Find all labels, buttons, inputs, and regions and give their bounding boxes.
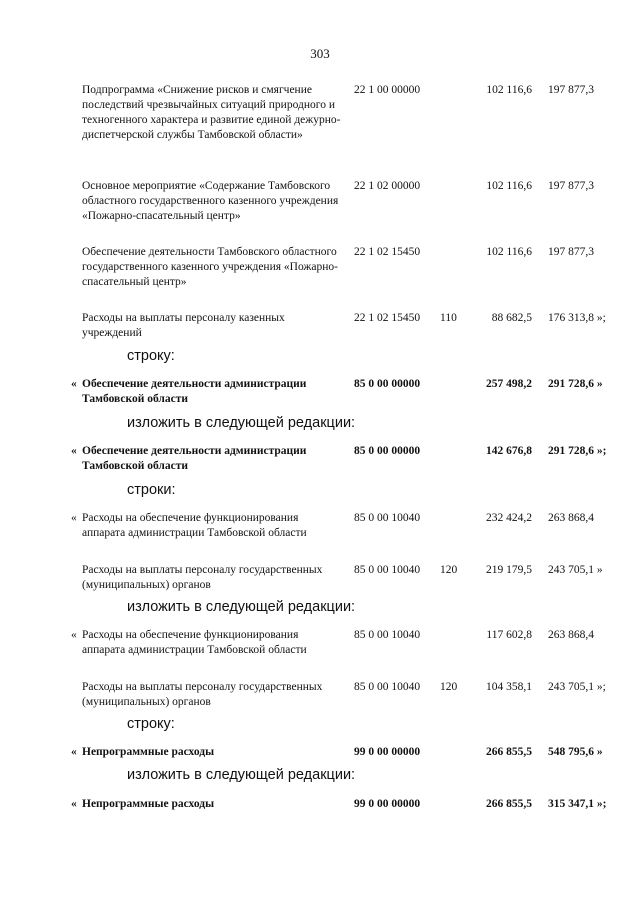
- open-quote: «: [71, 629, 77, 641]
- open-quote: «: [71, 746, 77, 758]
- row-value-1: 102 116,6: [486, 84, 532, 96]
- row-vr: 120: [440, 681, 458, 693]
- row-value-1: 266 855,5: [486, 798, 532, 810]
- row-code: 85 0 00 10040: [354, 512, 421, 524]
- row-value-2: 197 877,3: [548, 84, 594, 96]
- open-quote: «: [71, 798, 77, 810]
- row-value-2: 197 877,3: [548, 246, 594, 258]
- row-value-2: 176 313,8 »;: [548, 312, 606, 324]
- row-vr: 110: [440, 312, 457, 324]
- row-name: Обеспечение деятельности администрации Тамбовской области: [82, 378, 307, 405]
- row-code: 85 0 00 10040: [354, 681, 421, 693]
- row-value-1: 104 358,1: [486, 681, 532, 693]
- row-code: 99 0 00 00000: [354, 798, 421, 810]
- row-value-2: 243 705,1 »;: [548, 681, 606, 693]
- row-value-2: 263 868,4: [548, 629, 594, 641]
- row-name: Непрограммные расходы: [82, 798, 215, 810]
- row-code: 85 0 00 00000: [354, 445, 421, 457]
- page-number: 303: [310, 46, 330, 61]
- instruction-line: строку:: [127, 348, 175, 364]
- open-quote: «: [71, 512, 77, 524]
- row-name: Расходы на обеспечение функционирования аппарата администрации Тамбовской области: [82, 512, 307, 539]
- row-name: Основное мероприятие «Содержание Тамбовского областного государственного казенного учреждения «Пожарно-спасательный центр»: [82, 180, 339, 222]
- row-value-2: 548 795,6 »: [548, 746, 603, 758]
- row-code: 99 0 00 00000: [354, 746, 421, 758]
- row-code: 22 1 02 00000: [354, 180, 421, 192]
- row-code: 22 1 02 15450: [354, 246, 421, 258]
- row-name: Расходы на обеспечение функционирования аппарата администрации Тамбовской области: [82, 629, 307, 656]
- row-name: Подпрограмма «Снижение рисков и смягчение последствий чрезвычайных ситуаций природного и техногенного характера и развитие единой дежурно-диспетчерской службы Тамбовской области»: [82, 84, 341, 141]
- instruction-replace: изложить в следующей редакции:: [127, 599, 356, 615]
- row-name: Непрограммные расходы: [82, 746, 215, 758]
- row-name: Обеспечение деятельности администрации Тамбовской области: [82, 445, 307, 472]
- row-name: Расходы на выплаты персоналу государственных (муниципальных) органов: [82, 681, 323, 708]
- instruction-line: строку:: [127, 716, 175, 732]
- row-value-1: 219 179,5: [486, 564, 532, 576]
- row-value-2: 243 705,1 »: [548, 564, 603, 576]
- row-value-1: 142 676,8: [486, 445, 532, 457]
- row-code: 22 1 00 00000: [354, 84, 421, 96]
- row-value-2: 291 728,6 »;: [548, 445, 607, 457]
- row-value-2: 315 347,1 »;: [548, 798, 607, 810]
- row-code: 85 0 00 00000: [354, 378, 421, 390]
- row-code: 85 0 00 10040: [354, 564, 421, 576]
- instruction-lines: строки:: [127, 482, 176, 498]
- instruction-replace: изложить в следующей редакции:: [127, 767, 356, 783]
- row-value-1: 266 855,5: [486, 746, 532, 758]
- row-value-1: 102 116,6: [486, 180, 532, 192]
- row-vr: 120: [440, 564, 458, 576]
- row-value-1: 117 602,8: [486, 629, 532, 641]
- row-value-1: 88 682,5: [491, 312, 532, 324]
- open-quote: «: [71, 378, 77, 390]
- row-code: 22 1 02 15450: [354, 312, 421, 324]
- row-value-2: 197 877,3: [548, 180, 594, 192]
- row-code: 85 0 00 10040: [354, 629, 421, 641]
- open-quote: «: [71, 445, 77, 457]
- row-value-1: 232 424,2: [486, 512, 532, 524]
- row-value-2: 263 868,4: [548, 512, 594, 524]
- row-value-1: 102 116,6: [486, 246, 532, 258]
- row-name: Обеспечение деятельности Тамбовского областного государственного казенного учреждения «Пожарно-спасательный центр»: [82, 246, 338, 288]
- row-name: Расходы на выплаты персоналу казенных учреждений: [82, 312, 285, 339]
- row-value-2: 291 728,6 »: [548, 378, 603, 390]
- instruction-replace: изложить в следующей редакции:: [127, 415, 356, 431]
- row-value-1: 257 498,2: [486, 378, 532, 390]
- row-name: Расходы на выплаты персоналу государственных (муниципальных) органов: [82, 564, 323, 591]
